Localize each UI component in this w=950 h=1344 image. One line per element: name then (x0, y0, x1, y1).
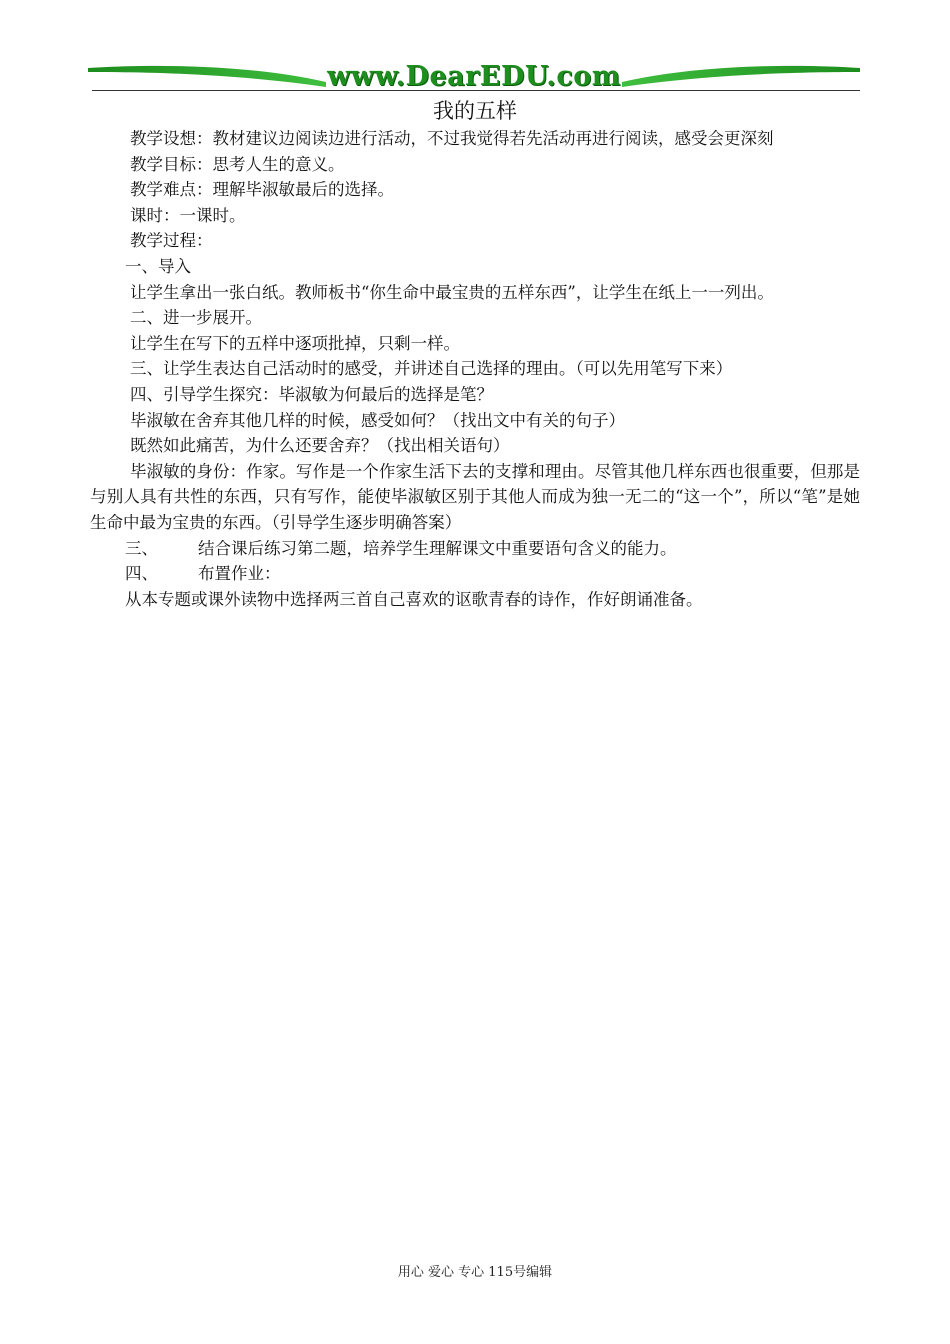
paragraph-explore: 四、引导学生探究：毕淑敏为何最后的选择是笔？ (130, 384, 493, 404)
paragraph-homework-detail: 从本专题或课外读物中选择两三首自己喜欢的讴歌青春的诗作，作好朗诵准备。 (125, 589, 703, 609)
paragraph-design: 教学设想：教材建议边阅读边进行活动，不过我觉得若先活动再进行阅读，感受会更深刻 (130, 129, 774, 148)
paragraph-question-2: 既然如此痛苦，为什么还要舍弃？（找出相关语句） (130, 436, 510, 456)
document-title: 我的五样 (433, 99, 517, 123)
paragraph-intro: 让学生拿出一张白纸。教师板书“你生命中最宝贵的五样东西”，让学生在纸上一一列出。 (130, 282, 774, 302)
section-number-3: 三、 (125, 538, 158, 558)
section-homework (90, 561, 860, 587)
paragraph-goal: 教学目标：思考人生的意义。 (130, 154, 345, 174)
header-divider (92, 90, 860, 91)
site-logo[interactable]: www.DearEDU.com (327, 61, 621, 92)
paragraph-question-1: 毕淑敏在舍弃其他几样的时候，感受如何？（找出文中有关的句子） (130, 410, 625, 430)
section-homework-text: 布置作业： (198, 564, 281, 584)
section-exercise (90, 536, 860, 562)
section-number-4: 四、 (125, 564, 158, 584)
paragraph-period: 课时：一课时。 (130, 205, 246, 225)
paragraph-identity: 毕淑敏的身份：作家。写作是一个作家生活下去的支撑和理由。尽管其他几样东西也很重要，但那是与别人具有共性的东西，只有写作，能使毕淑敏区别于其他人而成为独一无二的“这一个”，所以“笔”是她生命中最为宝贵的东西。（引导学生逐步明确答案） (90, 461, 860, 532)
section-heading-intro: 一、导入 (125, 256, 191, 276)
paragraph-express: 三、让学生表达自己活动时的感受，并讲述自己选择的理由。（可以先用笔写下来） (130, 359, 733, 379)
paragraph-difficulty: 教学难点：理解毕淑敏最后的选择。 (130, 180, 394, 200)
paragraph-cross-out: 让学生在写下的五样中逐项批掉，只剩一样。 (130, 333, 460, 353)
document-body (90, 126, 860, 612)
header-banner (88, 60, 860, 94)
page-footer: 用心 爱心 专心 115号编辑 (397, 1265, 553, 1280)
section-exercise-text: 结合课后练习第二题，培养学生理解课文中重要语句含义的能力。 (198, 538, 677, 558)
paragraph-process: 教学过程： (130, 231, 213, 251)
section-heading-expand: 二、进一步展开。 (130, 308, 262, 328)
